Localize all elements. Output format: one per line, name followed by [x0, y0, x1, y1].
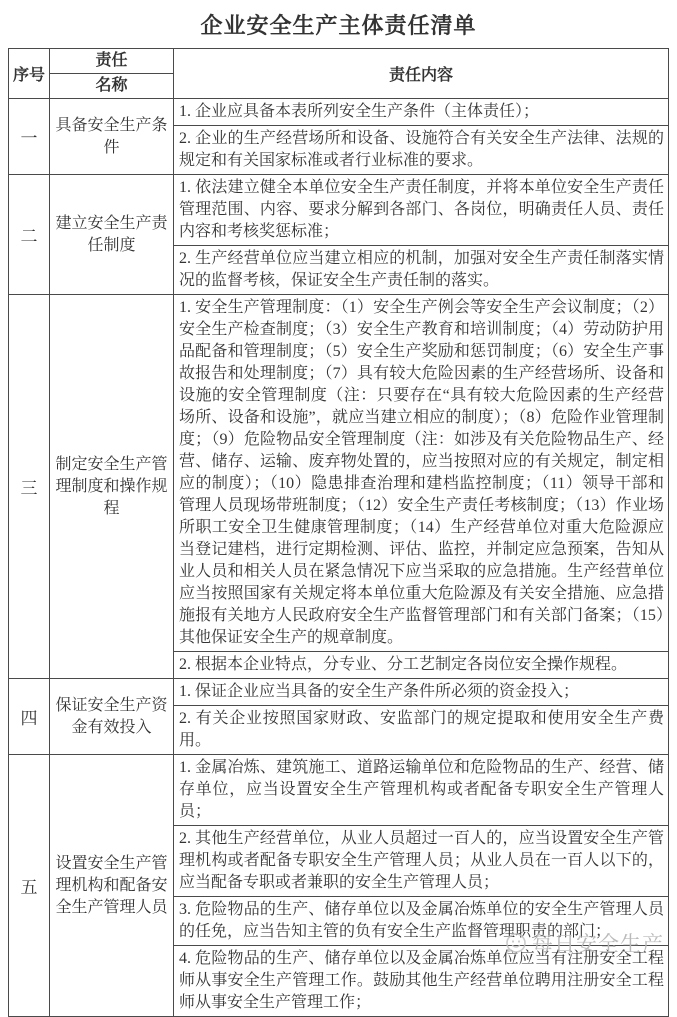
table-row	[9, 754, 668, 1016]
content-item: 1. 安全生产管理制度：（1）安全生产例会等安全生产会议制度；（2）安全生产检查制度；（3）安全生产教育和培训制度；（4）劳动防护用品配备和管理制度；（5）安全生产奖励和惩罚制度；（6）安全生产事故报告和处理制度；（7）具有较大危险因素的生产经营场所、设备和设施的安全管理制度（注：只要存在“具有较大危险因素的生产经营场所、设备和设施”，就应当建立相应的制度）；（8）危险作业管理制度；（9）危险物品安全管理制度（注：如涉及有关危险物品生产、经营、储存、运输、废弃物处置的，应当按照对应的有关规定，制定相应的制度）；（10）隐患排查治理和建档监控制度；（11）领导干部和管理人员现场带班制度；（12）安全生产责任考核制度；（13）作业场所职工安全卫生健康管理制度；（14）生产经营单位对重大危险源应当登记建档，进行定期检测、评估、监控，并制定应急预案，告知从业人员和相关人员在紧急情况下应当采取的应急措施。生产经营单位应当按照国家有关规定将本单位重大危险源及有关安全措施、应急措施报有关地方人民政府安全生产监督管理部门和有关部门备案；（15）其他保证安全生产的规章制度。	[179, 299, 664, 646]
row-content-cell	[174, 175, 668, 294]
content-item: 2. 企业的生产经营场所和设备、设施符合有关安全生产法律、法规的规定和有关国家标准或者行业标准的要求。	[174, 125, 668, 174]
row-serial-cell: 二	[9, 175, 50, 294]
row-content-cell	[174, 679, 668, 754]
content-item: 2. 其他生产经营单位，从业人员超过一百人的，应当设置安全生产管理机构或者配备专职安全生产管理人员；从业人员在一百人以下的，应当配备专职或者兼职的安全生产管理人员；	[174, 825, 668, 896]
row-serial-cell: 三	[9, 295, 50, 678]
content-item: 2. 根据本企业特点，分专业、分工艺制定各岗位安全操作规程。	[174, 651, 668, 678]
document-page	[0, 13, 677, 1011]
content-item: 1. 保证企业应当具备的安全生产条件所必须的资金投入；	[179, 683, 580, 700]
row-serial-cell: 四	[9, 679, 50, 754]
row-name-cell: 建立安全生产责任制度	[50, 175, 174, 294]
header-cell-serial: 序号	[9, 49, 50, 98]
row-content-cell	[174, 99, 668, 174]
row-content-cell	[174, 295, 668, 678]
header-cell-responsibility-content: 责任内容	[388, 67, 453, 84]
content-item: 1. 依法建立健全本单位安全生产责任制度，并将本单位安全生产责任管理范围、内容、要求分解到各部门、各岗位，明确责任人员、责任内容和考核奖惩标准；	[179, 179, 664, 240]
content-item: 2. 有关企业按照国家财政、安监部门的规定提取和使用安全生产费用。	[174, 705, 668, 754]
responsibility-table	[8, 48, 669, 1017]
header-name-bottom-label: 名称	[95, 77, 128, 94]
header-name-top-label: 责任	[50, 49, 173, 74]
table-header-row	[9, 49, 668, 98]
content-item: 4. 危险物品的生产、储存单位以及金属冶炼单位应当有注册安全工程师从事安全生产管理工作。鼓励其他生产经营单位聘用注册安全工程师从事安全生产管理工作；	[174, 945, 668, 1016]
row-name-cell: 具备安全生产条件	[50, 99, 174, 174]
row-name-cell: 制定安全生产管理制度和操作规程	[50, 295, 174, 678]
row-serial-cell: 一	[9, 99, 50, 174]
content-item: 2. 生产经营单位应当建立相应的机制，加强对安全生产责任制落实情况的监督考核，保证安全生产责任制的落实。	[174, 245, 668, 294]
table-row	[9, 294, 668, 678]
table-row	[9, 174, 668, 294]
content-item: 3. 危险物品的生产、储存单位以及金属冶炼单位的安全生产管理人员的任免，应当告知主管的负有安全生产监督管理职责的部门；	[174, 896, 668, 945]
row-content-cell	[174, 755, 668, 1016]
content-item: 1. 金属冶炼、建筑施工、道路运输单位和危险物品的生产、经营、储存单位，应当设置安全生产管理机构或者配备专职安全生产管理人员；	[179, 759, 664, 820]
row-name-cell: 保证安全生产资金有效投入	[50, 679, 174, 754]
watermark-text: 每日安全生产	[532, 933, 664, 956]
row-serial-cell: 五	[9, 755, 50, 1016]
header-cell-responsibility-name	[50, 49, 174, 98]
table-row	[9, 98, 668, 174]
row-name-cell: 设置安全生产管理机构和配备安全生产管理人员	[50, 755, 174, 1016]
table-row	[9, 678, 668, 754]
content-item: 1. 企业应具备本表所列安全生产条件（主体责任）；	[179, 103, 540, 120]
page-title: 企业安全生产主体责任清单	[200, 13, 477, 38]
